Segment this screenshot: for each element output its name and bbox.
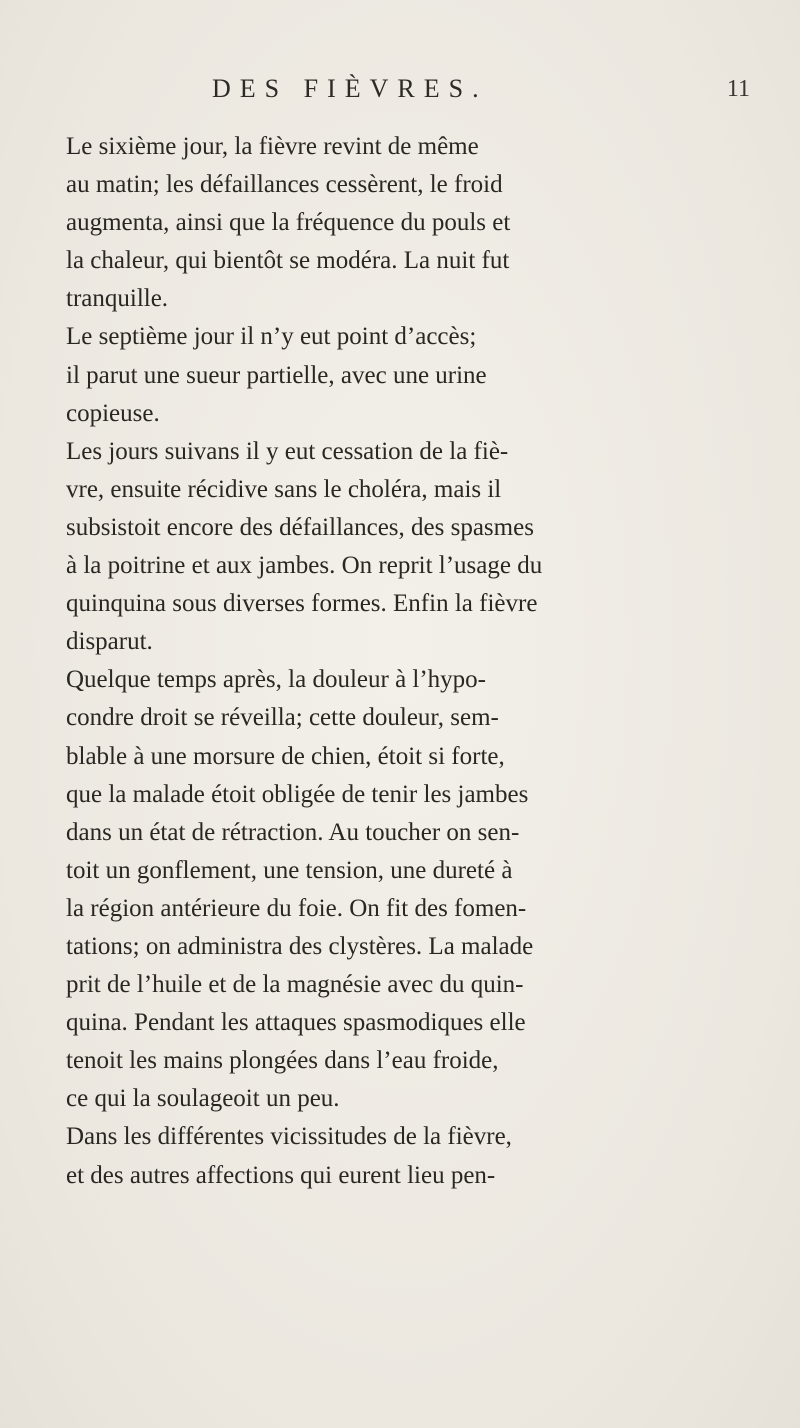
text-line: tations; on administra des clystères. La malade [66, 932, 534, 960]
text-line: disparut. [66, 628, 153, 656]
text-line: copieuse. [66, 399, 160, 427]
text-line: Les jours suivans il y eut cessation de la fiè- [66, 437, 509, 465]
text-line: blable à une morsure de chien, étoit si forte, [66, 742, 505, 770]
text-line: il parut une sueur partielle, avec une urine [66, 361, 487, 389]
text-line: augmenta, ainsi que la fréquence du pouls et [66, 209, 511, 237]
text-line: tranquille. [66, 285, 169, 313]
text-line: Quelque temps après, la douleur à l’hypo- [66, 666, 487, 694]
text-line: la chaleur, qui bientôt se modéra. La nuit fut [66, 247, 510, 275]
text-line: Le septième jour il n’y eut point d’accès; [66, 323, 477, 351]
text-line: que la malade étoit obligée de tenir les jambes [66, 780, 529, 808]
text-line: toit un gonflement, une tension, une dureté à [66, 856, 513, 884]
text-line: quina. Pendant les attaques spasmodiques elle [66, 1009, 526, 1037]
text-line: la région antérieure du foie. On fit des fomen- [66, 894, 527, 922]
text-line: à la poitrine et aux jambes. On reprit l’usage du [66, 552, 543, 580]
text-line: ce qui la soulageoit un peu. [66, 1085, 340, 1113]
page-number: 11 [726, 76, 750, 102]
text-line: Le sixième jour, la fièvre revint de même [66, 133, 479, 160]
text-line: subsistoit encore des défaillances, des spasmes [66, 513, 534, 541]
text-line: au matin; les défaillances cessèrent, le froid [66, 171, 503, 199]
text-line: condre droit se réveilla; cette douleur, sem- [66, 704, 499, 732]
text-line: prit de l’huile et de la magnésie avec du quin- [66, 971, 524, 999]
body-text [66, 128, 746, 1195]
page-header [60, 74, 750, 114]
text-line: et des autres affections qui eurent lieu pen- [66, 1161, 496, 1189]
text-line: dans un état de rétraction. Au toucher on sen- [66, 818, 520, 846]
text-line: vre, ensuite récidive sans le choléra, mais il [66, 475, 502, 503]
text-line: Dans les différentes vicissitudes de la fièvre, [66, 1123, 512, 1151]
running-head: DES FIÈVRES. [212, 74, 488, 103]
text-line: quinquina sous diverses formes. Enfin la fièvre [66, 590, 538, 618]
text-line: tenoit les mains plongées dans l’eau froide, [66, 1047, 499, 1075]
